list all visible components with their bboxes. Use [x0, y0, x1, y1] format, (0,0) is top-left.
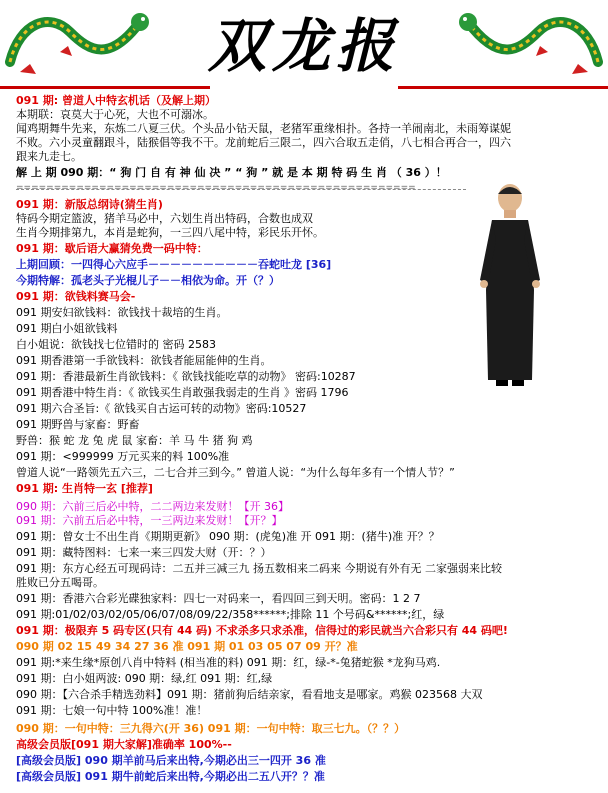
- line-29: 091 期：曾女士不出生肖《期期更新》 090 期：(虎兔)准 开 091 期：(猪牛)准 开？？: [16, 530, 440, 543]
- line-30: 091 期：藏特图料：七来一来三四发大财（开：？）: [16, 546, 272, 559]
- line-36: 090 期 02 15 49 34 27 36 准 091 期 01 03 05 07 09 开？准: [16, 640, 358, 653]
- line-1: 091 期: 曾道人中特玄机话（及解上期）: [16, 94, 217, 107]
- line-11: 091 期：歇后语大赢猜免费一码中特：: [16, 242, 208, 255]
- line-31: 091 期：东方心经五可现码诗：二五并三减三九 扬五数相来二码来 今期说有外有无 二家强弱来比较: [16, 562, 502, 575]
- line-44: [高级会员版] 091 期牛前蛇后来出特,今期必出二五八开？？准: [16, 770, 325, 783]
- line-22: 091 期野兽与家畜：野畜: [16, 418, 140, 431]
- line-16: 091 期白小姐欲钱料: [16, 322, 118, 335]
- line-8: 091 期：新版总纲诗(猜生肖): [16, 198, 163, 211]
- line-37: 091 期:*来生缘*原创八肖中特料 (相当准的料) 091 期：红，绿-*-兔猪蛇猴 *龙狗马鸡.: [16, 656, 441, 669]
- line-14: 091 期：欲钱料赛马会-: [16, 290, 136, 303]
- line-7: =====================================================: [16, 183, 416, 193]
- line-26: 091 期: 生肖特一玄 [推荐]: [16, 482, 153, 495]
- fortune-teller-figure: [474, 180, 546, 388]
- line-10: 生肖今期排第九，本肖是蛇狗，一三四八尾中特，彩民乐开怀。: [16, 226, 324, 239]
- dragon-right-icon: [458, 2, 608, 82]
- dragon-left-icon: [0, 2, 150, 82]
- page-title: 双龙报: [207, 12, 400, 80]
- line-27: 090 期：六前三后必中特，二二两边来发财！【开 36】: [16, 500, 289, 513]
- header-rule-left: [0, 86, 210, 89]
- line-18: 091 期香港第一手欲钱料：欲钱者能屈能伸的生肖。: [16, 354, 272, 367]
- line-24: 091 期：<999999 万元买来的料 100%准: [16, 450, 230, 463]
- line-6: 解 上 期 090 期：“ 狗 门 自 有 神 仙 决 ” “ 狗 ” 就 是 本 期 特 码 生 肖 （ 36 ）！: [16, 166, 447, 179]
- line-9: 特码今期定篮波，猪羊马必中，六划生肖出特码，合数也成双: [16, 212, 313, 225]
- line-20: 091 期香港中特生肖：《 欲钱买生肖敢强我弱走的生肖 》密码 1796: [16, 386, 349, 399]
- line-42: 高级会员版[091 期大家解]准确率 100%--: [16, 738, 232, 751]
- line-5: 跟来九走七。: [16, 150, 82, 163]
- line-12: 上期回顾：一四得心六应手－－－－－－－－－－吞蛇吐龙 [36]: [16, 258, 332, 271]
- line-21: 091 期六合圣旨:《 欲钱买自古运可转的动物》密码:10527: [16, 402, 307, 415]
- line-35: 091 期：极限弃 5 码专区(只有 44 码) 不求杀多只求杀准，信得过的彩民就当六合彩只有 44 码吧!: [16, 624, 508, 637]
- header-rule-right: [398, 86, 608, 89]
- line-33: 091 期：香港六合彩光碟独家料：四七一对码来一，看四回三到天明。密码：1 2 7: [16, 592, 421, 605]
- line-43: [高级会员版] 090 期羊前马后来出特,今期必出三一四开 36 准: [16, 754, 326, 767]
- line-41: 090 期：一句中特：三九得六(开 36) 091 期：一句中特：取三七九。（？？）: [16, 722, 406, 735]
- line-39: 090 期：【六合杀手精选劲料】091 期：猪前狗后结亲家，看看地支是哪家。鸡猴 023568 大双: [16, 688, 483, 701]
- line-23: 野兽：猴 蛇 龙 兔 虎 鼠 家畜：羊 马 牛 猪 狗 鸡: [16, 434, 253, 447]
- line-25: 曾道人说“一路领先五六三，二七合并三到今。” 曾道人说：“为什么每年多有一个情人节？”: [16, 466, 455, 479]
- line-40: 091 期：七娘一句中特 100%准！准！: [16, 704, 208, 717]
- line-2: 本期联：哀莫大于心死，大也不可溺冰。: [16, 108, 214, 121]
- line-15: 091 期安妇欲钱料：欲钱找十裁培的生肖。: [16, 306, 228, 319]
- line-3: 闻鸡期舞牛先来，东炼二八夏三伏。个头品小钻天鼠，老猪军重缘相扑。各持一羊闹南北，未雨筹谋妮: [16, 122, 511, 135]
- line-13: 今期特解：孤老头子光棍儿子－－相依为命。开（？）: [16, 274, 280, 287]
- line-34: 091 期:01/02/03/02/05/06/07/08/09/22/358******;排除 11 个号码&******;红，绿: [16, 608, 445, 621]
- line-4: 不败。六小灵童翻跟斗，陆猴倡等我不干。龙前蛇后三限二，四六合取五走俏，八七相合再合一，四六: [16, 136, 511, 149]
- header: [0, 0, 608, 92]
- line-17: 白小姐说：欲钱找七位错时的 密码 2583: [16, 338, 216, 351]
- line-38: 091 期：白小姐两波: 090 期：绿,红 091 期：红,绿: [16, 672, 273, 685]
- line-28: 091 期：六前五后必中特，一三两边来发财！【开？】: [16, 514, 283, 527]
- line-19: 091 期：香港最新生肖欲钱料：《 欲钱找能吃草的动物》 密码:10287: [16, 370, 356, 383]
- line-32: 胜败已分五喝哥。: [16, 576, 104, 589]
